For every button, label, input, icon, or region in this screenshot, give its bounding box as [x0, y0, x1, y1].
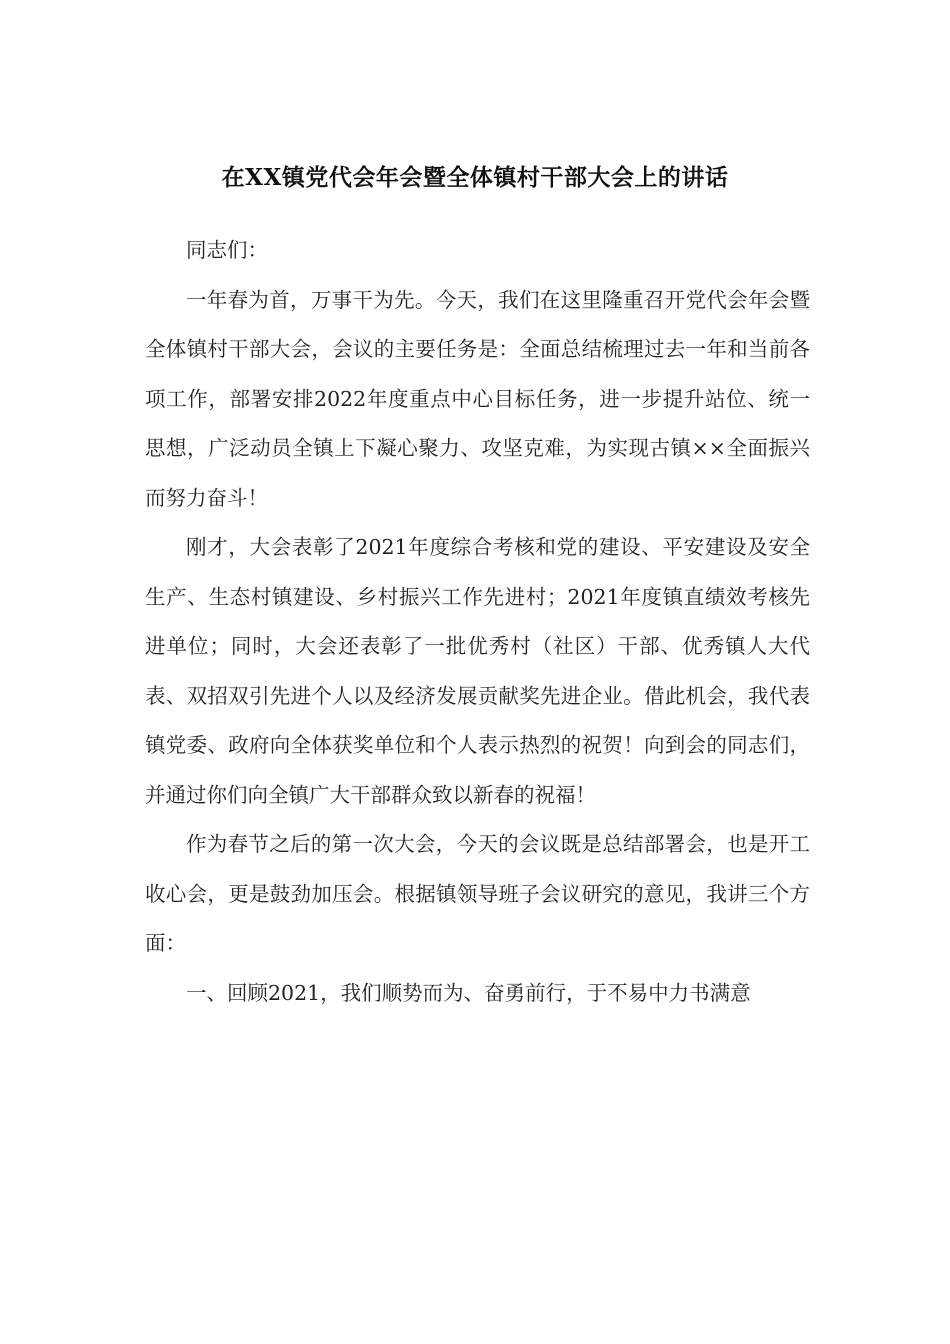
paragraph-section-one-heading: 一、回顾2021，我们顺势而为、奋勇前行，于不易中力书满意	[186, 980, 751, 1005]
paragraph-commendation: 刚才，大会表彰了2021年度综合考核和党的建设、平安建设及安全生产、生态村镇建设、乡村振兴工作先进村；2021年度镇直绩效考核先进单位；同时，大会还表彰了一批优秀村（社区）干部、优秀镇人大代表、双招双引先进个人以及经济发展贡献奖先进企业。借此机会，我代表镇党委、政府向全体获奖单位和个人表示热烈的祝贺！向到会的同志们，并通过你们向全镇广大干部群众致以新春的祝福！	[145, 535, 810, 807]
paragraph-salutation: 同志们：	[186, 238, 268, 262]
paragraph-opening: 一年春为首，万事干为先。今天，我们在这里隆重召开党代会年会暨全体镇村干部大会，会议的主要任务是：全面总结梳理过去一年和当前各项工作，部署安排2022年度重点中心目标任务，进一步提升站位、统一思想，广泛动员全镇上下凝心聚力、攻坚克难，为实现古镇××全面振兴而努力奋斗！	[145, 287, 810, 510]
document-body	[145, 226, 810, 1018]
paragraph-meeting-purpose: 作为春节之后的第一次大会，今天的会议既是总结部署会，也是开工收心会，更是鼓劲加压会。根据镇领导班子会议研究的意见，我讲三个方面：	[145, 832, 810, 955]
document-title: 在XX镇党代会年会暨全体镇村干部大会上的讲话	[221, 164, 729, 191]
